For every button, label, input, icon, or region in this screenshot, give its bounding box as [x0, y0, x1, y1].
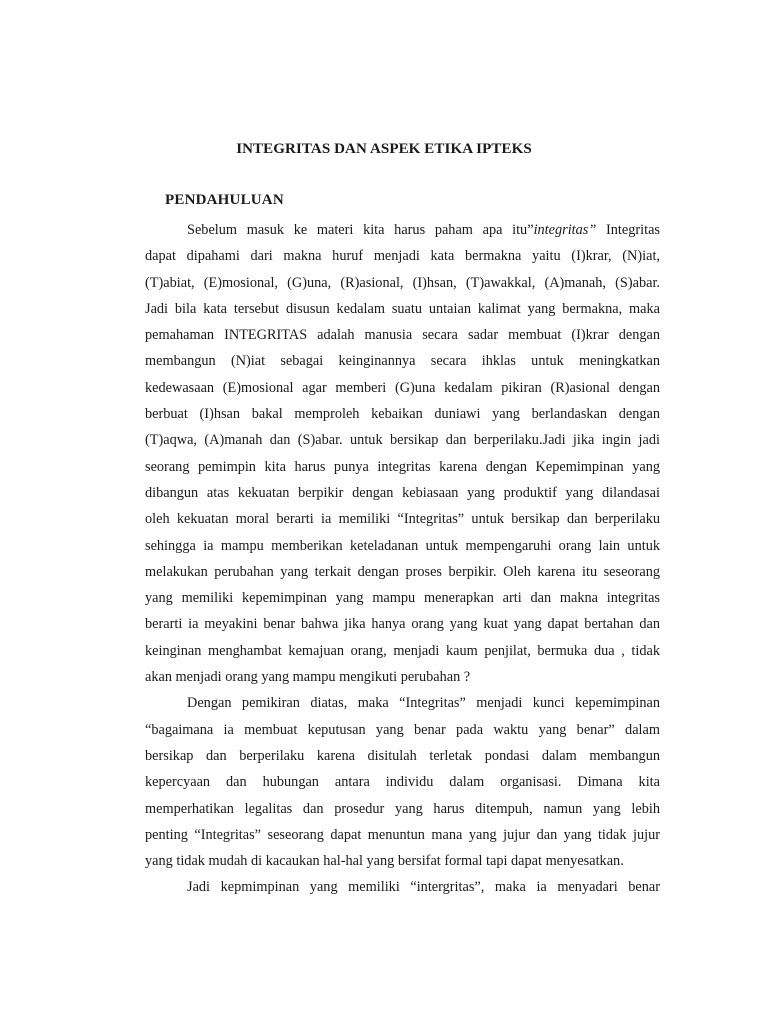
- paragraph-line: [145, 401, 660, 427]
- paragraph-line: [145, 822, 660, 848]
- paragraph-line: [145, 585, 660, 611]
- line-text: dapat dipahami dari makna huruf menjadi kata bermakna yaitu (I)krar, (N)iat,: [145, 248, 660, 265]
- section-heading: PENDAHULUAN: [165, 192, 284, 208]
- paragraph-line: [145, 427, 660, 453]
- line-text: Jadi bila kata tersebut disusun kedalam suatu untaian kalimat yang bermakna, maka: [145, 300, 660, 317]
- paragraph-line: [145, 506, 660, 532]
- paragraph-line: [145, 375, 660, 401]
- line-text: berbuat (I)hsan bakal memproleh kebaikan duniawi yang berlandaskan dengan: [145, 406, 660, 423]
- line-text: melakukan perubahan yang terkait dengan proses berpikir. Oleh karena itu seseorang: [145, 563, 660, 580]
- paragraph-line: [145, 270, 660, 296]
- line-text: yang tidak mudah di kacaukan hal-hal yang bersifat formal tapi dapat menyesatkan.: [145, 853, 624, 870]
- paragraph-line: [145, 664, 660, 690]
- document-title: INTEGRITAS DAN ASPEK ETIKA IPTEKS: [236, 141, 532, 157]
- line-text: kedewasaan (E)mosional agar memberi (G)una kedalam pikiran (R)asional dengan: [145, 379, 660, 396]
- line-text: sehingga ia mampu memberikan keteladanan untuk mempengaruhi orang lain untuk: [145, 537, 660, 554]
- line-text: seorang pemimpin kita harus punya integritas karena dengan Kepemimpinan yang: [145, 458, 660, 475]
- line-text: akan menjadi orang yang mampu mengikuti perubahan ?: [145, 669, 471, 686]
- line-text: bersikap dan berperilaku karena disitulah terletak pondasi dalam membangun: [145, 747, 660, 764]
- line-text: membangun (N)iat sebagai keinginannya secara ihklas untuk meningkatkan: [145, 353, 660, 370]
- line-text: penting “Integritas” seseorang dapat menuntun mana yang jujur dan yang tidak jujur: [145, 826, 660, 843]
- body-text: [145, 217, 660, 901]
- paragraph-line: [145, 559, 660, 585]
- paragraph-line: [145, 874, 660, 900]
- paragraph-line: [145, 217, 660, 243]
- paragraph-line: [145, 796, 660, 822]
- line-text: pemahaman INTEGRITAS adalah manusia secara sadar membuat (I)krar dengan: [145, 327, 660, 344]
- line-text: Dengan pemikiran diatas, maka “Integritas” menjadi kunci kepemimpinan: [187, 695, 660, 712]
- paragraph-line: [145, 533, 660, 559]
- line-tail: Integritas: [596, 222, 660, 238]
- paragraph-line: [145, 769, 660, 795]
- line-text: oleh kekuatan moral berarti ia memiliki “Integritas” untuk bersikap dan berperilaku: [145, 511, 660, 528]
- line-text: dibangun atas kekuatan berpikir dengan kebiasaan yang produktif yang dilandasai: [145, 484, 660, 501]
- paragraph-line: [145, 743, 660, 769]
- line-text: kepercyaan dan hubungan antara individu dalam organisasi. Dimana kita: [145, 774, 660, 791]
- line-text: berarti ia meyakini benar bahwa jika hanya orang yang kuat yang dapat bertahan dan: [145, 616, 660, 633]
- line-text: keinginan menghambat kemajuan orang, menjadi kaum penjilat, bermuka dua , tidak: [145, 642, 660, 659]
- paragraph-line: [145, 717, 660, 743]
- paragraph-line: [145, 611, 660, 637]
- line-text: memperhatikan legalitas dan prosedur yang harus ditempuh, namun yang lebih: [145, 800, 660, 817]
- line-text: Sebelum masuk ke materi kita harus paham apa itu”: [187, 222, 534, 238]
- paragraph-line: [145, 243, 660, 269]
- line-text: Jadi kepmimpinan yang memiliki “intergritas”, maka ia menyadari benar: [187, 879, 660, 896]
- paragraph-line: [145, 348, 660, 374]
- line-text: (T)aqwa, (A)manah dan (S)abar. untuk bersikap dan berperilaku.Jadi jika ingin jadi: [145, 432, 660, 449]
- line-text: “bagaimana ia membuat keputusan yang benar pada waktu yang benar” dalam: [145, 721, 660, 738]
- line-emphasis: integritas”: [533, 222, 597, 238]
- line-text: yang memiliki kepemimpinan yang mampu menerapkan arti dan makna integritas: [145, 590, 660, 607]
- paragraph-line: [145, 690, 660, 716]
- paragraph-line: [145, 454, 660, 480]
- paragraph-line: [145, 322, 660, 348]
- line-text: (T)abiat, (E)mosional, (G)una, (R)asional, (I)hsan, (T)awakkal, (A)manah, (S)abar.: [145, 274, 660, 291]
- paragraph-line: [145, 638, 660, 664]
- paragraph-line: [145, 296, 660, 322]
- paragraph-line: [145, 848, 660, 874]
- paragraph-line: [145, 480, 660, 506]
